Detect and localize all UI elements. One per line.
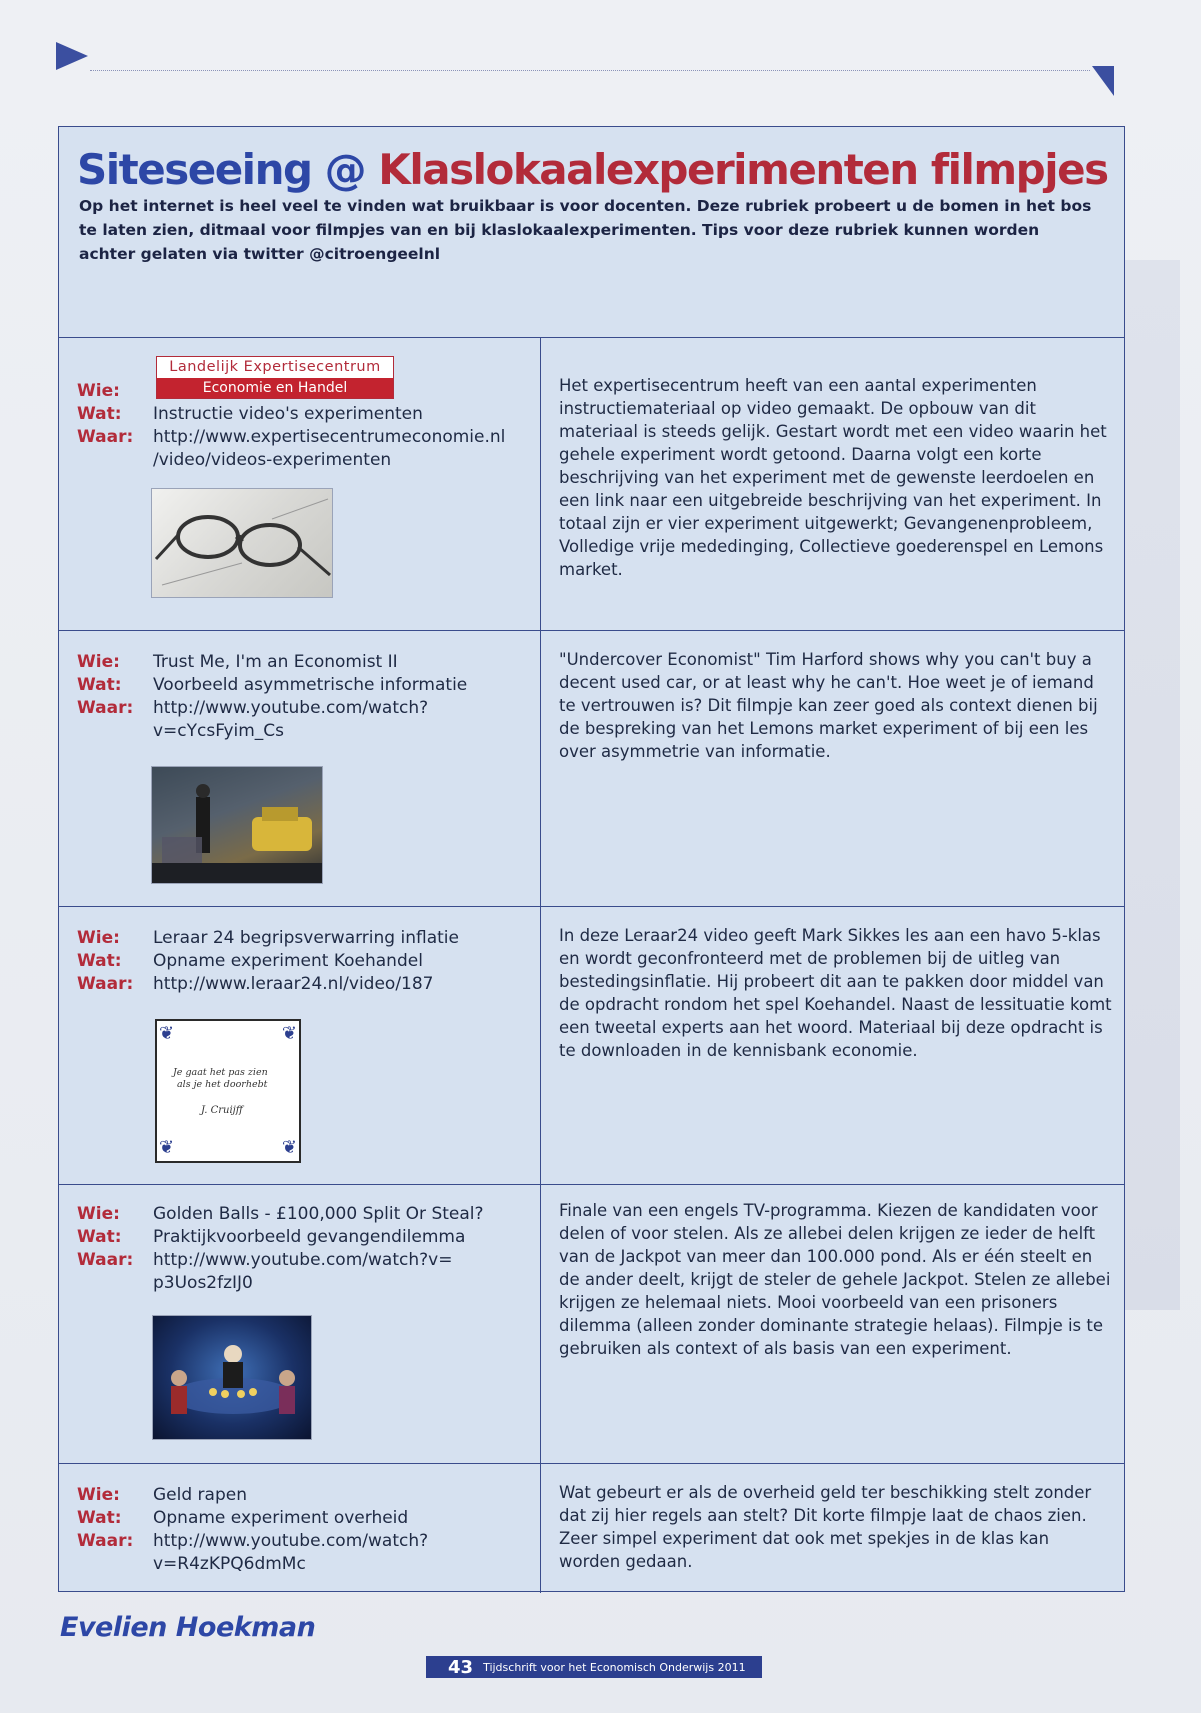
entry-wat: Opname experiment Koehandel (153, 951, 423, 971)
journal-name: Tijdschrift voor het Economisch Onderwijs 2011 (483, 1660, 746, 1674)
article-intro: Op het internet is heel veel te vinden wat bruikbaar is voor docenten. Deze rubriek probeert u de bomen in het bos te laten zien, ditmaal voor filmpjes van en bij klaslokaalexperimenten. Tips voor deze rubriek kunnen worden achter gelaten via twitter @citroengeelnl (79, 197, 1092, 263)
entry-description: Wat gebeurt er als de overheid geld ter beschikking stelt zonder dat zij hier regels aan stelt? Dit korte filmpje laat de chaos zien. Zeer simpel experiment dat ook met spekjes in de klas kan worden gedaan. (559, 1483, 1092, 1571)
tile-ornament-icon: ❦ (159, 1023, 175, 1044)
entry-wie: Leraar 24 begripsverwarring inflatie (153, 928, 459, 948)
column-divider (540, 1464, 541, 1593)
label-wie: Wie: (77, 1204, 120, 1224)
entry-waar-link[interactable]: http://www.expertisecentrumeconomie.nl (153, 427, 506, 447)
entry-wat: Praktijkvoorbeeld gevangendilemma (153, 1227, 466, 1247)
entry-meta (77, 651, 517, 743)
label-wie: Wie: (77, 381, 120, 401)
entry-row-geld-rapen (59, 1464, 1124, 1593)
entry-description: Het expertisecentrum heeft van een aantal experimenten instructiemateriaal op video gemaakt. De opbouw van dit materiaal is steeds gelijk. Gestart wordt met een video waarin het gehele experiment wordt getoond. Daarna volgt een korte beschrijving van het experiment met de gewenste leerdoelen en een link naar een uitgebreide beschrijving van het experiment. In totaal zijn er vier experiment uitgewerkt; Gevangenenprobleem, Volledige vrije mededinging, Collectieve goederenspel en Lemons market. (559, 376, 1107, 579)
article-frame (58, 126, 1125, 1592)
entry-row-leraar24 (59, 907, 1124, 1185)
logo-line-1: Landelijk Expertisecentrum (169, 359, 381, 375)
entry-meta (77, 1484, 517, 1576)
label-waar: Waar: (77, 427, 134, 447)
title-topic: Klaslokaalexperimenten filmpjes (378, 145, 1108, 194)
entry-meta (77, 1203, 517, 1295)
article-header (59, 127, 1124, 338)
label-wat: Wat: (77, 675, 122, 695)
column-divider (540, 338, 541, 630)
entry-waar-link-cont[interactable]: v=R4zKPQ6dmMc (153, 1554, 306, 1574)
entry-row-trust-me (59, 631, 1124, 907)
entry-waar-link-cont[interactable]: /video/videos-experimenten (153, 450, 392, 470)
label-wat: Wat: (77, 404, 122, 424)
label-waar: Waar: (77, 1250, 134, 1270)
tile-ornament-icon: ❦ (159, 1137, 175, 1158)
tile-ornament-icon: ❦ (281, 1023, 297, 1044)
entry-wie: Geld rapen (153, 1485, 247, 1505)
column-divider (540, 907, 541, 1184)
quote-tile-image (155, 1019, 301, 1163)
column-divider (540, 1185, 541, 1463)
label-wie: Wie: (77, 928, 120, 948)
label-waar: Waar: (77, 974, 134, 994)
entry-wie: Trust Me, I'm an Economist II (153, 652, 398, 672)
logo-line-2: Economie en Handel (157, 378, 393, 398)
corner-triangle-right (1092, 66, 1114, 96)
label-waar: Waar: (77, 1531, 134, 1551)
tile-quote-line1: Je gaat het pas zien (173, 1067, 268, 1078)
page-number: 43 (448, 1656, 474, 1678)
entry-meta (77, 927, 517, 996)
label-wie: Wie: (77, 652, 120, 672)
entry-row-golden-balls (59, 1185, 1124, 1464)
entry-waar-link[interactable]: http://www.leraar24.nl/video/187 (153, 974, 434, 994)
entry-wat: Voorbeeld asymmetrische informatie (153, 675, 468, 695)
label-waar: Waar: (77, 698, 134, 718)
corner-triangle-left (56, 42, 88, 70)
tv-show-thumbnail (152, 1315, 312, 1440)
entry-waar-link[interactable]: http://www.youtube.com/watch? (153, 1531, 429, 1551)
tile-quote-author: J. Cruijff (201, 1105, 243, 1116)
tile-quote-line2: als je het doorhebt (177, 1079, 268, 1090)
entry-wie: Golden Balls - £100,000 Split Or Steal? (153, 1204, 484, 1224)
entry-waar-link[interactable]: http://www.youtube.com/watch?v= (153, 1250, 453, 1270)
tile-ornament-icon: ❦ (281, 1137, 297, 1158)
entry-waar-link-cont[interactable]: v=cYcsFyim_Cs (153, 721, 285, 741)
title-siteseeing: Siteseeing @ (77, 145, 379, 194)
entry-wat: Opname experiment overheid (153, 1508, 409, 1528)
author-signature: Evelien Hoekman (60, 1612, 316, 1643)
dotted-rule (90, 70, 1090, 71)
entry-meta (77, 380, 517, 472)
entry-wat: Instructie video's experimenten (153, 404, 423, 424)
street-video-thumbnail (151, 766, 323, 884)
entry-waar-link-cont[interactable]: p3Uos2fzIJ0 (153, 1273, 253, 1293)
entry-row-expertisecentrum (59, 338, 1124, 631)
label-wat: Wat: (77, 1508, 122, 1528)
label-wat: Wat: (77, 1227, 122, 1247)
article-title (77, 145, 1108, 194)
column-divider (540, 631, 541, 906)
entry-description: In deze Leraar24 video geeft Mark Sikkes les aan een havo 5-klas en wordt geconfronteerd met de problemen bij de uitleg van bestedingsinflatie. Hij probeert dit aan te pakken door middel van de opdracht rondom het spel Koehandel. Naast de lessituatie komt een tweetal experts aan het woord. Materiaal bij deze opdracht is te downloaden in de kennisbank economie. (559, 926, 1112, 1060)
glasses-photo (151, 488, 333, 598)
entry-description: Finale van een engels TV-programma. Kiezen de kandidaten voor delen of voor stelen. Als ze allebei delen krijgen ze ieder de helft van de Jackpot van meer dan 100.000 pond. Als er één steelt en de ander deelt, krijgt de steler de gehele Jackpot. Stelen ze allebei krijgen ze helemaal niets. Mooi voorbeeld van een prisoners dilemma (alleen zonder dominante strategie helaas). Filmpje is te gebruiken als context of als basis van een experiment. (559, 1201, 1111, 1358)
entry-description: "Undercover Economist" Tim Harford shows why you can't buy a decent used car, or at least why he can't. Hoe weet je of iemand te vertrouwen is? Dit filmpje kan zeer goed als context dienen bij de bespreking van het Lemons market experiment of bij een les over asymmetrie van informatie. (559, 650, 1098, 761)
label-wie: Wie: (77, 1485, 120, 1505)
page-footer (426, 1656, 762, 1678)
label-wat: Wat: (77, 951, 122, 971)
entry-waar-link[interactable]: http://www.youtube.com/watch? (153, 698, 429, 718)
